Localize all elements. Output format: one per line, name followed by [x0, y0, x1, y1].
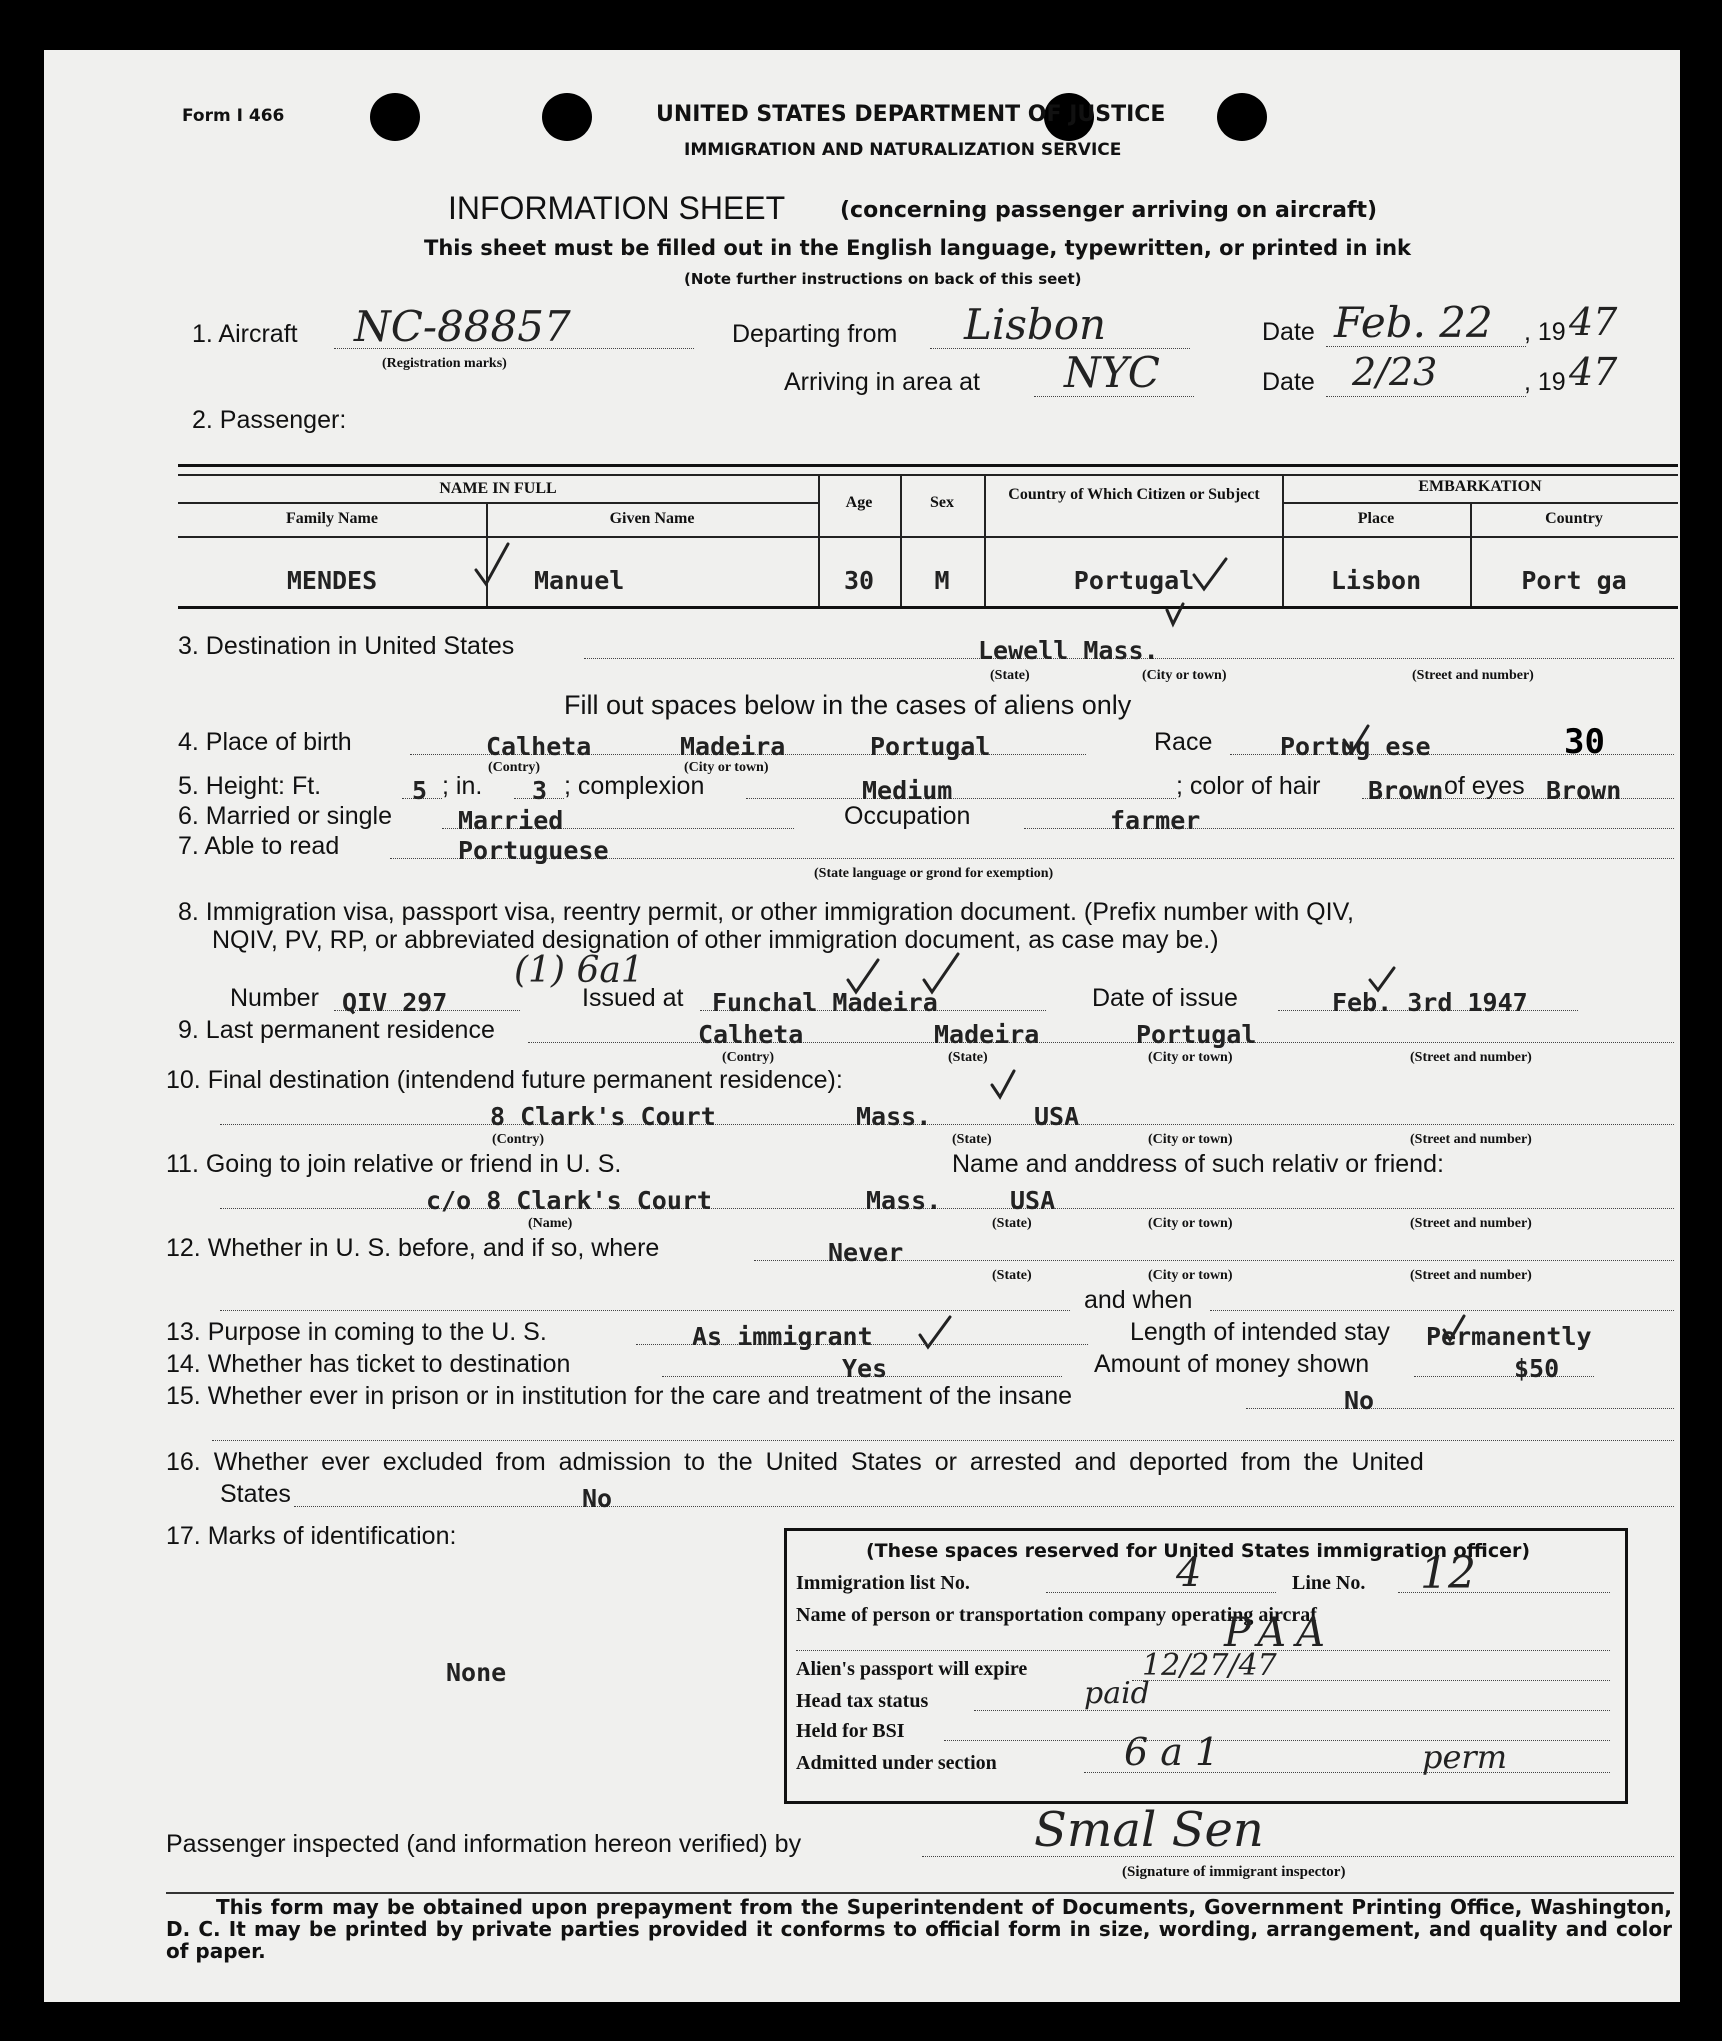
q10-cap-city: (City or town): [1148, 1132, 1233, 1147]
q9-cap-street: (Street and number): [1410, 1050, 1532, 1065]
q11-cap-name: (Name): [528, 1216, 573, 1231]
q14-money: $50: [1514, 1354, 1560, 1383]
q5-eyes-label: of eyes: [1444, 772, 1525, 800]
q8-issued-label: Issued at: [582, 984, 684, 1012]
q13-value: As immigrant: [692, 1322, 873, 1351]
q15-value: No: [1344, 1386, 1375, 1415]
q10-country: USA: [1034, 1102, 1080, 1131]
arriving-value: NYC: [1064, 348, 1160, 397]
q11-cap-state: (State): [992, 1216, 1032, 1231]
head-tax-label: Head tax status: [796, 1690, 929, 1712]
q4-birth-country: Portugal: [870, 732, 991, 761]
q4-race-label: Race: [1154, 728, 1213, 756]
cell-place: Lisbon: [1330, 566, 1422, 595]
q7-label: 7. Able to read: [178, 832, 340, 860]
q6-occupation: farmer: [1110, 806, 1201, 835]
arriving-date: 2/23: [1352, 350, 1438, 394]
q5-inches: 3: [532, 776, 548, 805]
arriving-year: 47: [1569, 350, 1618, 394]
q10-cap-country: (Contry): [492, 1132, 545, 1147]
q5-complexion: Medium: [862, 776, 953, 805]
inspector-signature: Smal Sen: [1034, 1802, 1264, 1858]
q12-cap-state: (State): [992, 1268, 1032, 1283]
q11-label2: Name and anddress of such relativ or friend:: [952, 1150, 1444, 1178]
page-title: INFORMATION SHEET: [448, 190, 786, 226]
passport-expire-value: 12/27/47: [1142, 1648, 1277, 1683]
q9-country: Portugal: [1136, 1020, 1257, 1049]
q7-value: Portuguese: [458, 836, 609, 865]
cell-citizen: Portugal: [1073, 566, 1195, 595]
cell-country: Port ga: [1521, 566, 1627, 595]
departing-value: Lisbon: [964, 300, 1107, 349]
footer-note: This form may be obtained upon prepayment from the Superintendent of Documents, Government Printing Office, Washington, D. C. It may be printed by private parties provided it conforms to official form in size, wording, arrangement, and quality and color of paper.: [166, 1895, 1672, 1963]
cell-family: MENDES: [286, 566, 378, 595]
q4-birth-city: Calheta: [486, 732, 592, 761]
col-name-in-full: NAME IN FULL: [439, 480, 557, 497]
q4-label: 4. Place of birth: [178, 728, 352, 756]
admitted-section-extra: perm: [1422, 1738, 1508, 1776]
q9-region: Madeira: [934, 1020, 1040, 1049]
departing-year-prefix: , 19: [1524, 318, 1566, 346]
q11-country: USA: [1010, 1186, 1056, 1215]
q4-cap-city: (City or town): [684, 760, 769, 775]
q17-label: 17. Marks of identification:: [166, 1522, 457, 1550]
q5-complexion-label: ; complexion: [564, 772, 705, 800]
immigration-list-value: 4: [1176, 1550, 1202, 1596]
passport-expire-label: Alien's passport will expire: [796, 1658, 1028, 1680]
held-bsi-label: Held for BSI: [796, 1720, 905, 1742]
q10-cap-street: (Street and number): [1410, 1132, 1532, 1147]
q3-label: 3. Destination in United States: [178, 632, 515, 660]
q11-name: c/o 8 Clark's Court: [426, 1186, 712, 1215]
passenger-label: 2. Passenger:: [192, 406, 347, 434]
q4-race-extra: 30: [1564, 722, 1605, 762]
company-label: Name of person or transportation company operating aircraf: [796, 1604, 1317, 1626]
q7-caption: (State language or grond for exemption): [814, 866, 1054, 881]
q13-stay: Permanently: [1426, 1322, 1592, 1351]
q6-value: Married: [458, 806, 564, 835]
q5-feet: 5: [412, 776, 428, 805]
q10-address: 8 Clark's Court: [490, 1102, 716, 1131]
head-tax-value: paid: [1084, 1676, 1150, 1711]
company-value: PAA: [1224, 1610, 1336, 1656]
q11-state: Mass.: [866, 1186, 942, 1215]
q5-inch-label: ; in.: [442, 772, 483, 800]
q16-label-line2: States: [220, 1480, 291, 1508]
q8-text-line1: 8. Immigration visa, passport visa, reentry permit, or other immigration document. (Prefix number with QIV,: [178, 898, 1354, 926]
form-number: Form I 466: [182, 106, 285, 126]
q15-label: 15. Whether ever in prison or in institution for the care and treatment of the insane: [166, 1382, 1073, 1410]
cell-age: 30: [843, 566, 875, 595]
q13-label: 13. Purpose in coming to the U. S.: [166, 1318, 547, 1346]
q8-date-of-issue-label: Date of issue: [1092, 984, 1238, 1012]
line-no-value: 12: [1420, 1548, 1476, 1599]
col-country-citizen: Country of Which Citizen or Subject: [1008, 486, 1260, 503]
col-given-name: Given Name: [609, 510, 695, 527]
cell-given: Manuel: [534, 566, 625, 595]
cell-sex: M: [934, 566, 950, 595]
q8-text-line2: NQIV, PV, RP, or abbreviated designation of other immigration document, as case may be.): [212, 926, 1219, 954]
col-country: Country: [1545, 510, 1603, 527]
q10-cap-state: (State): [952, 1132, 992, 1147]
col-age: Age: [845, 494, 873, 511]
q5-hair-label: ; color of hair: [1176, 772, 1321, 800]
q9-cap-city: (City or town): [1148, 1050, 1233, 1065]
q8-date-of-issue: Feb. 3rd 1947: [1332, 988, 1528, 1017]
q5-hair: Brown: [1368, 776, 1444, 805]
departing-date-label: Date: [1262, 318, 1315, 346]
q4-cap-country: (Contry): [488, 760, 541, 775]
immigration-list-label: Immigration list No.: [796, 1572, 970, 1594]
departing-year: 47: [1569, 300, 1618, 344]
departing-label: Departing from: [732, 320, 898, 348]
q17-value: None: [446, 1658, 507, 1687]
q9-label: 9. Last permanent residence: [178, 1016, 495, 1044]
q4-race-value: Portug ese: [1280, 732, 1431, 761]
q8-number: QIV 297: [342, 988, 448, 1017]
service-name: IMMIGRATION AND NATURALIZATION SERVICE: [684, 140, 1122, 160]
q12-when-label: and when: [1084, 1286, 1193, 1314]
q14-money-label: Amount of money shown: [1094, 1350, 1370, 1378]
q6-occupation-label: Occupation: [844, 802, 971, 830]
aircraft-label: 1. Aircraft: [192, 320, 298, 348]
col-embarkation: EMBARKATION: [1418, 478, 1542, 495]
q9-city: Calheta: [698, 1020, 804, 1049]
instructions: This sheet must be filled out in the English language, typewritten, or printed in ink: [424, 236, 1411, 260]
q8-issued: Funchal Madeira: [712, 988, 938, 1017]
q8-annotation: (1) 6a1: [514, 950, 644, 991]
departing-date: Feb. 22: [1334, 298, 1493, 347]
line-no-label: Line No.: [1292, 1572, 1366, 1594]
q11-cap-street: (Street and number): [1410, 1216, 1532, 1231]
arriving-date-label: Date: [1262, 368, 1315, 396]
signature-caption: (Signature of immigrant inspector): [1122, 1864, 1346, 1880]
q3-cap-street: (Street and number): [1412, 668, 1534, 683]
q3-cap-state: (State): [990, 668, 1030, 683]
q5-eyes: Brown: [1546, 776, 1622, 805]
q16-label-line1: 16. Whether ever excluded from admission to the United States or arrested and deported from the United: [166, 1448, 1424, 1476]
q3-cap-city: (City or town): [1142, 668, 1227, 683]
q13-stay-label: Length of intended stay: [1130, 1318, 1390, 1346]
admitted-section-value: 6 a 1: [1124, 1730, 1220, 1774]
page-subtitle: (concerning passenger arriving on aircraft): [840, 198, 1378, 223]
aircraft-caption: (Registration marks): [382, 356, 507, 371]
note: (Note further instructions on back of this seet): [684, 270, 1082, 288]
q6-label: 6. Married or single: [178, 802, 392, 830]
q8-number-label: Number: [230, 984, 319, 1012]
col-family-name: Family Name: [286, 510, 378, 527]
col-sex: Sex: [930, 494, 954, 511]
q14-value: Yes: [842, 1354, 888, 1383]
col-place: Place: [1357, 510, 1395, 527]
q16-value: No: [582, 1484, 613, 1513]
q5-label: 5. Height: Ft.: [178, 772, 322, 800]
q14-label: 14. Whether has ticket to destination: [166, 1350, 571, 1378]
q12-label: 12. Whether in U. S. before, and if so, where: [166, 1234, 660, 1262]
officer-box-title: (These spaces reserved for United States immigration officer): [866, 1540, 1531, 1562]
inspected-label: Passenger inspected (and information hereon verified) by: [166, 1830, 802, 1858]
q11-cap-city: (City or town): [1148, 1216, 1233, 1231]
q9-cap-state: (State): [948, 1050, 988, 1065]
q12-cap-city: (City or town): [1148, 1268, 1233, 1283]
q12-cap-street: (Street and number): [1410, 1268, 1532, 1283]
arriving-year-prefix: , 19: [1524, 368, 1566, 396]
q10-state: Mass.: [856, 1102, 932, 1131]
q12-value: Never: [828, 1238, 904, 1267]
q4-birth-region: Madeira: [680, 732, 786, 761]
q11-label: 11. Going to join relative or friend in U. S.: [166, 1150, 622, 1178]
information-sheet: [44, 50, 1680, 2002]
arriving-label: Arriving in area at: [784, 368, 980, 396]
q3-value: Lewell Mass.: [978, 636, 1159, 665]
q9-cap-country: (Contry): [722, 1050, 775, 1065]
agency-name: UNITED STATES DEPARTMENT OF JUSTICE: [656, 102, 1166, 127]
q10-label: 10. Final destination (intendend future permanent residence):: [166, 1066, 843, 1094]
admitted-section-label: Admitted under section: [796, 1752, 997, 1774]
aliens-only-heading: Fill out spaces below in the cases of aliens only: [564, 690, 1132, 720]
aircraft-value: NC-88857: [354, 302, 571, 351]
